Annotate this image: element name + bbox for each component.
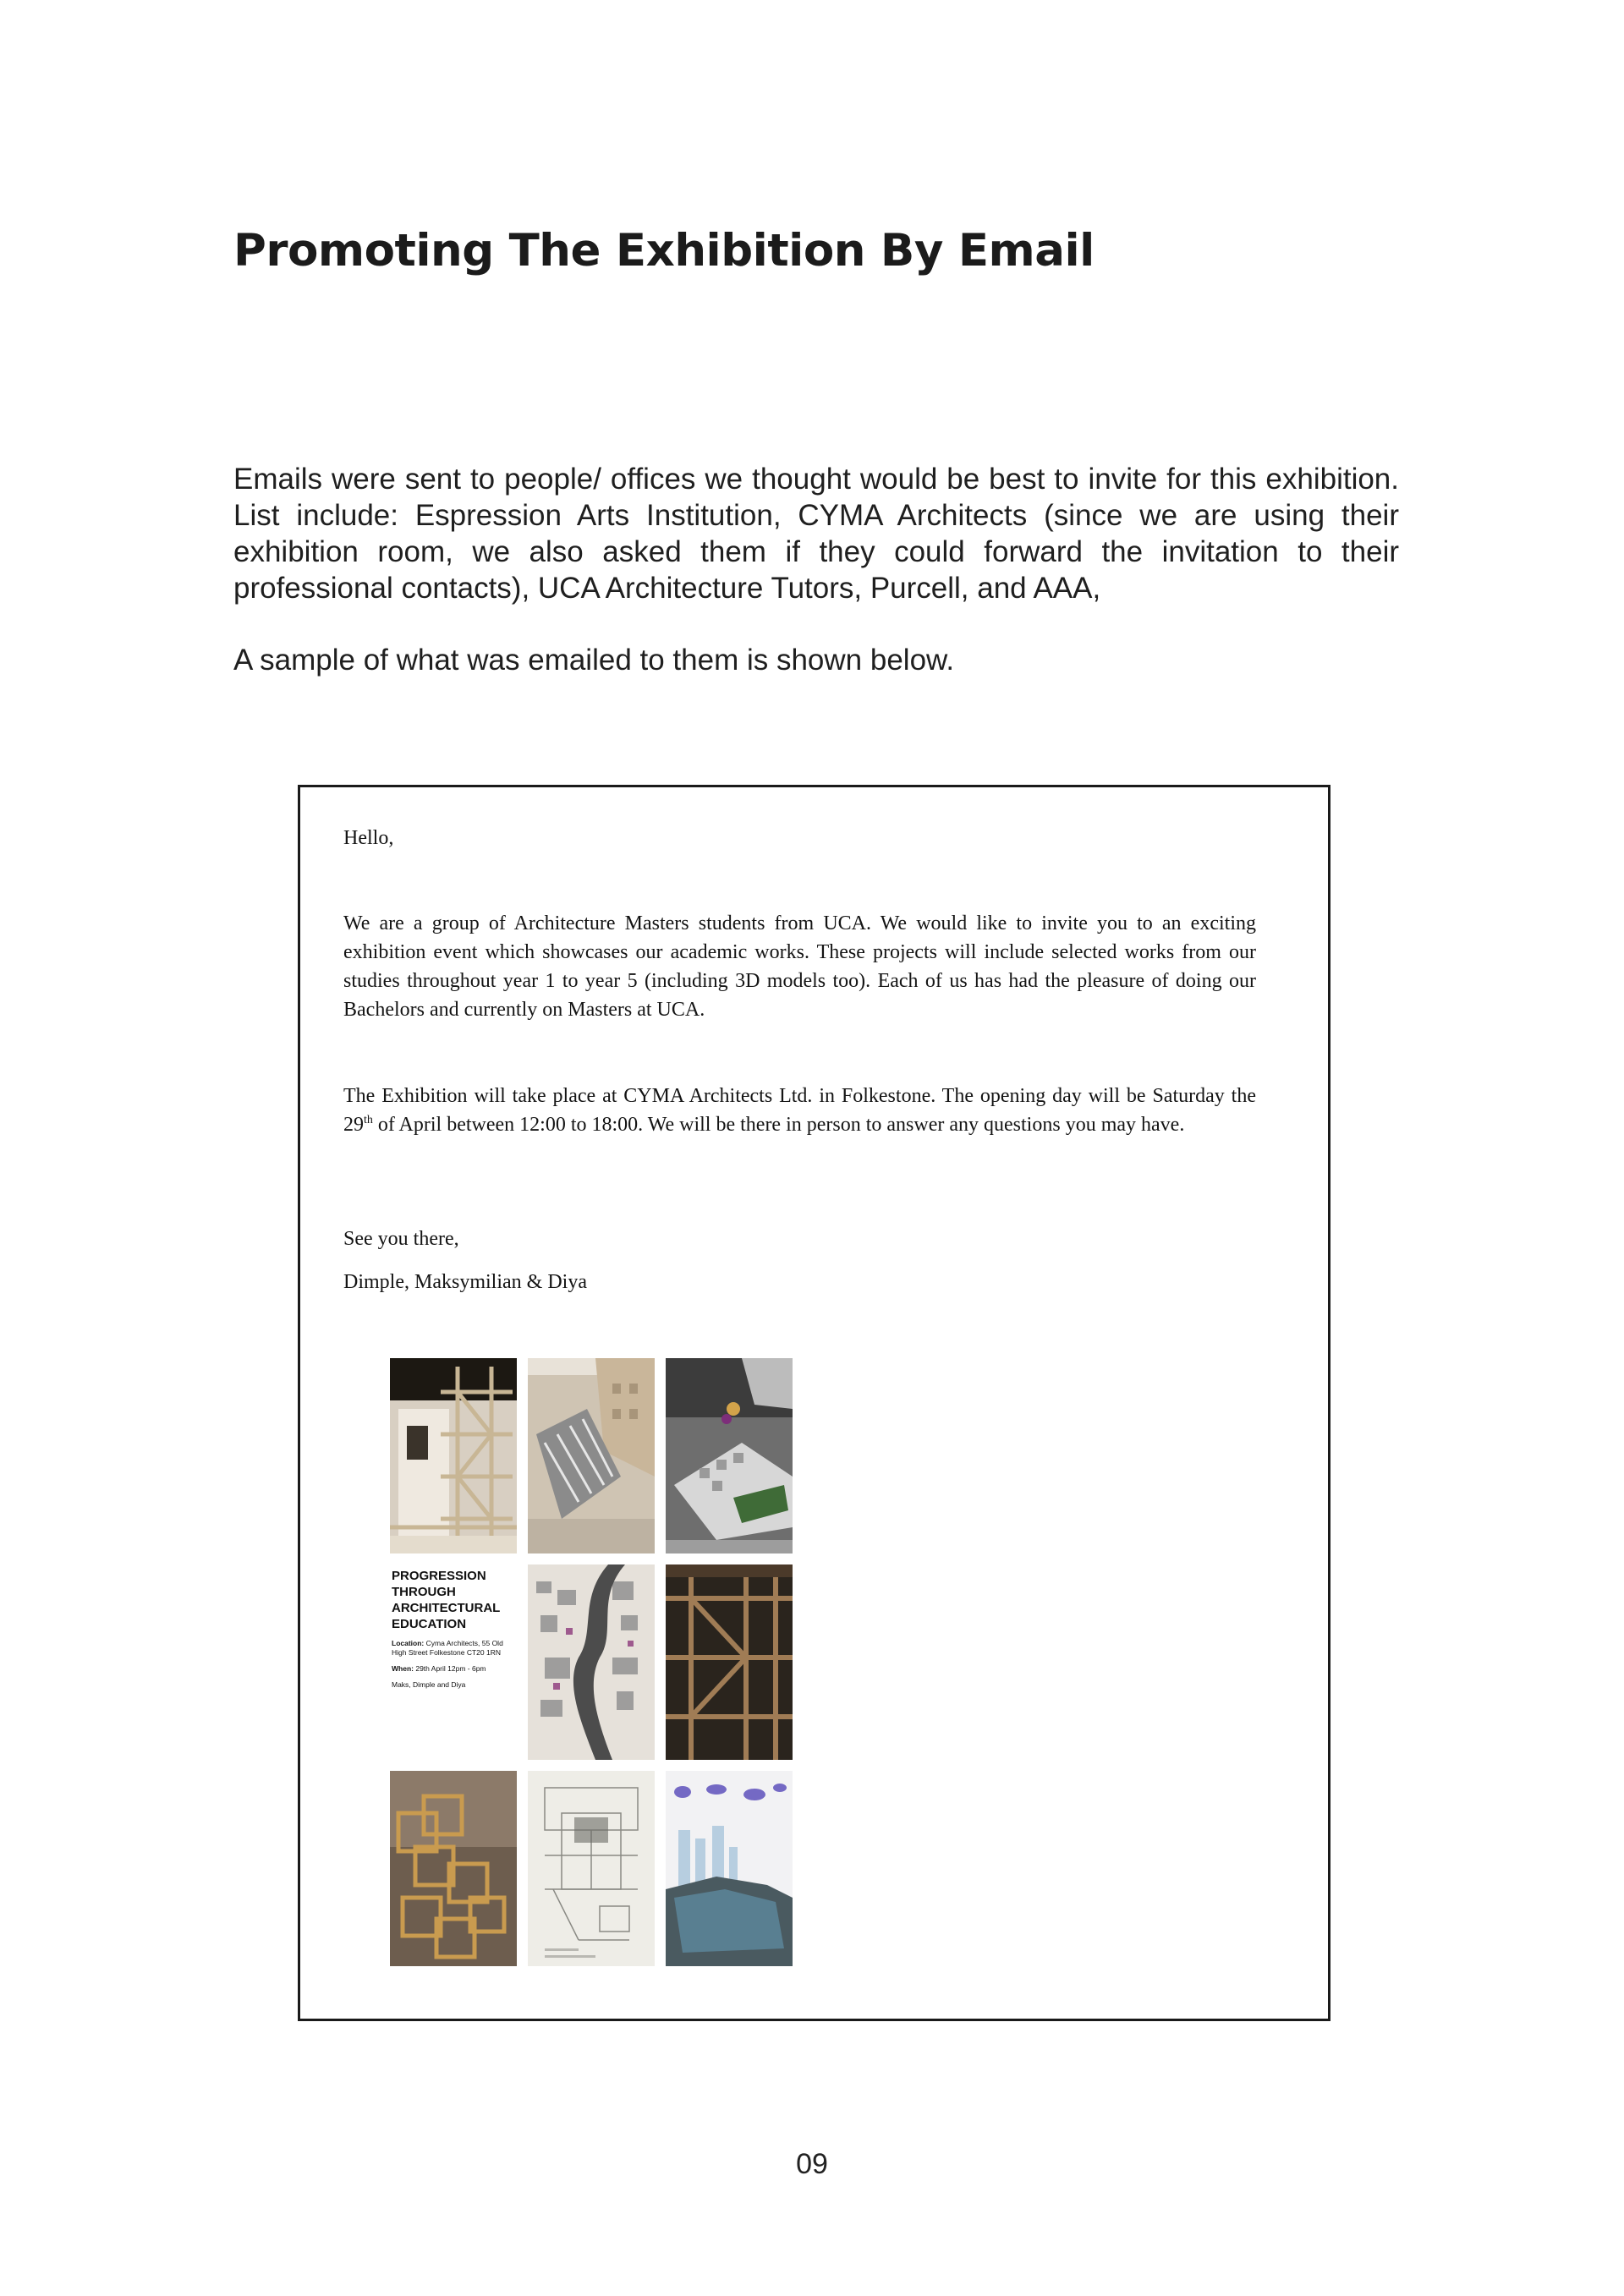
image-lattice-model xyxy=(390,1771,517,1966)
poster-title: PROGRESSION THROUGH ARCHITECTURAL EDUCATION xyxy=(392,1569,501,1631)
email-greeting: Hello, xyxy=(343,827,394,849)
image-section-drawing xyxy=(528,1771,655,1966)
page-title: Promoting The Exhibition By Email xyxy=(233,225,1095,277)
email-paragraph-1: We are a group of Architecture Masters students from UCA. We would like to invite you to an exciting exhibition event which showcases our academic works. These projects will include selected works from our studies throughout year 1 to year 5 (including 3D models too). Each of us has had the pleasure of doing our Bachelors and currently on Masters at UCA. xyxy=(343,912,1256,1021)
exhibition-poster-collage xyxy=(390,1358,793,1966)
page-number: 09 xyxy=(796,2148,828,2180)
poster-when: When: 29th April 12pm - 6pm xyxy=(392,1664,486,1673)
image-coastal-landscape xyxy=(666,1771,793,1966)
image-city-map xyxy=(528,1564,655,1760)
email-sample xyxy=(298,785,1330,2021)
email-paragraph-2: The Exhibition will take place at CYMA Architects Ltd. in Folkestone. The opening day will be Saturday the 29th of April between 12:00 to 18:00. We will be there in person to answer any questions you may have. xyxy=(343,1085,1256,1136)
poster-names: Maks, Dimple and Diya xyxy=(392,1680,466,1689)
exhibition-poster xyxy=(390,1564,520,1767)
email-signature: Dimple, Maksymilian & Diya xyxy=(343,1271,587,1293)
intro-paragraph: Emails were sent to people/ offices we thought would be best to invite for this exhibition. List include: Espression Arts Institution, CYMA Architects (since we are using their exhibition room, we also asked them if they could forward the invitation to their professional contacts), UCA Architecture Tutors, Purcell, and AAA, xyxy=(233,463,1399,605)
image-site-model-with-hand xyxy=(666,1358,793,1553)
poster-location: Location: Cyma Architects, 55 Old High Street Folkestone CT20 1RN xyxy=(392,1639,503,1657)
email-closing: See you there, xyxy=(343,1228,459,1250)
image-folded-facade-model xyxy=(528,1358,655,1553)
sample-note: A sample of what was emailed to them is shown below. xyxy=(233,644,955,677)
image-timber-structure xyxy=(666,1564,793,1760)
image-timber-tower-model xyxy=(390,1358,517,1553)
